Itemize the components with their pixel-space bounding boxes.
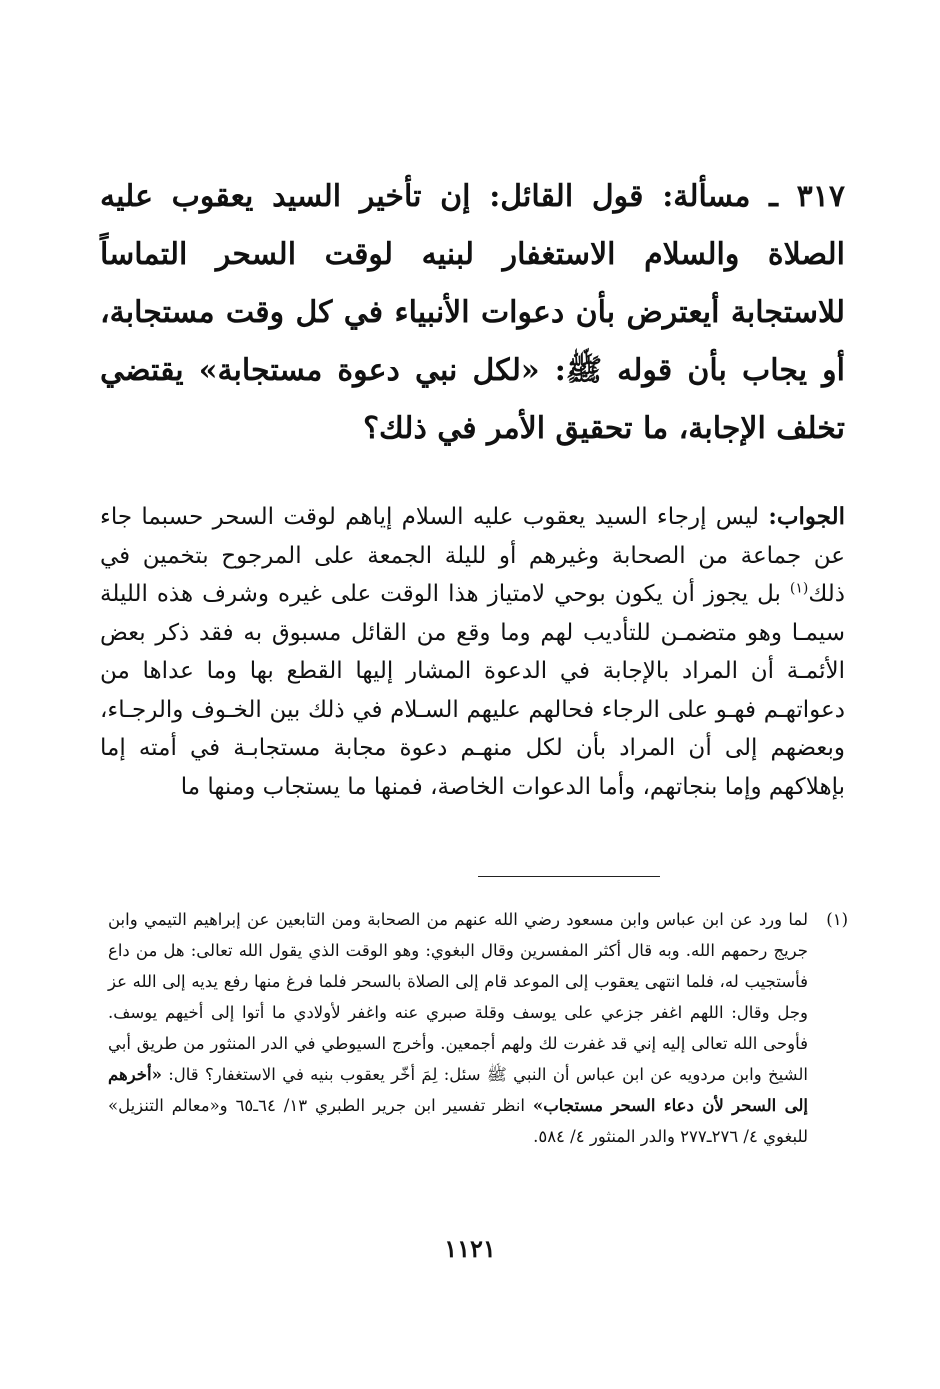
answer-text-part2: بل يجوز أن يكون بوحي لامتياز هذا الوقت على غيره وشرف هذه الليلة سيمـا وهو متضمـن للتأديب لهم وما وقع من القائل مسبوق به فقد ذكر بعض الأئمـة أن المراد بالإجابة في الدعوة المشار إليها القطع بها وما عداها من دعواتهـم فهـو على الرجاء فحالهم عليهم السـلام في ذلك بين الخـوف والرجـاء، وبعضهم إلى أن المراد بأن لكل منهـم دعوة مجابة مستجابـة في أمته إما بإهلاكهم وإما بنجاتهم، وأما الدعوات الخاصة، فمنها ما يستجاب ومنها ما [100,581,845,800]
page-number: ١١٢١ [444,1234,496,1263]
question-text: قول القائل: إن تأخير السيد يعقوب عليه الصلاة والسلام الاستغفار لبنيه لوقت السحر التماساً للاستجابة أيعترض بأن دعوات الأنبياء في كل وقت مستجابة، أو يجاب بأن قوله ﷺ: «لكل نبي دعوة مستجابة» يقتضي تخلف الإجابة، ما تحقيق الأمر في ذلك؟ [100,179,845,446]
footnote-number: (١) [826,910,848,929]
question-label: مسألة: [662,179,751,214]
footnote-text-part2: انظر تفسير ابن جرير الطبري ١٣/ ٦٤ـ٦٥ و«معالم التنزيل» للبغوي ٤/ ٢٧٦ـ٢٧٧ والدر المنثور ٤/ ٥٨٤. [108,1096,808,1146]
footnote-divider [478,876,660,877]
page-body [100,168,845,806]
question-paragraph [100,168,845,458]
footnote-quote: «أخرهم إلى السحر لأن دعاء السحر مستجاب» [108,1065,809,1115]
answer-label: الجواب: [768,503,845,530]
footnote-reference[interactable]: (١) [789,580,809,597]
answer-text-part1: ليس إرجاء السيد يعقوب عليه السلام إياهم لوقت السحر حسبما جاء عن جماعة من الصحابة وغيرهم أو لليلة الجمعة على المرجوح بتخمين في ذلك [100,504,846,607]
footnote-text-part1: لما ورد عن ابن عباس وابن مسعود رضي الله عنهم من الصحابة ومن التابعين عن إبراهيم التيمي وابن جريج رحمهم الله. وبه قال أكثر المفسرين وقال البغوي: وهو الوقت الذي يقول الله تعالى: هل من داع فأستجيب له، فلما انتهى يعقوب إلى الموعد قام إلى الصلاة بالسحر فلما فرغ منها رفع يديه إلى الله عز وجل وقال: اللهم اغفر جزعي على يوسف وقلة صبري عنه واغفر لأولادي ما أتوا إلى أخيهم يوسف. فأوحى الله تعالى إليه إني قد غفرت لك ولهم أجمعين. وأخرج السيوطي في الدر المنثور من طريق أبي الشيخ وابن مردويه عن ابن عباس أن النبي ﷺ سئل: لِمَ أخّر يعقوب بنيه في الاستغفار؟ قال: [108,910,808,1084]
answer-paragraph [100,498,845,806]
question-number: ٣١٧ ـ [769,179,845,214]
footnote [108,904,848,1152]
footnote-text [108,904,808,1152]
